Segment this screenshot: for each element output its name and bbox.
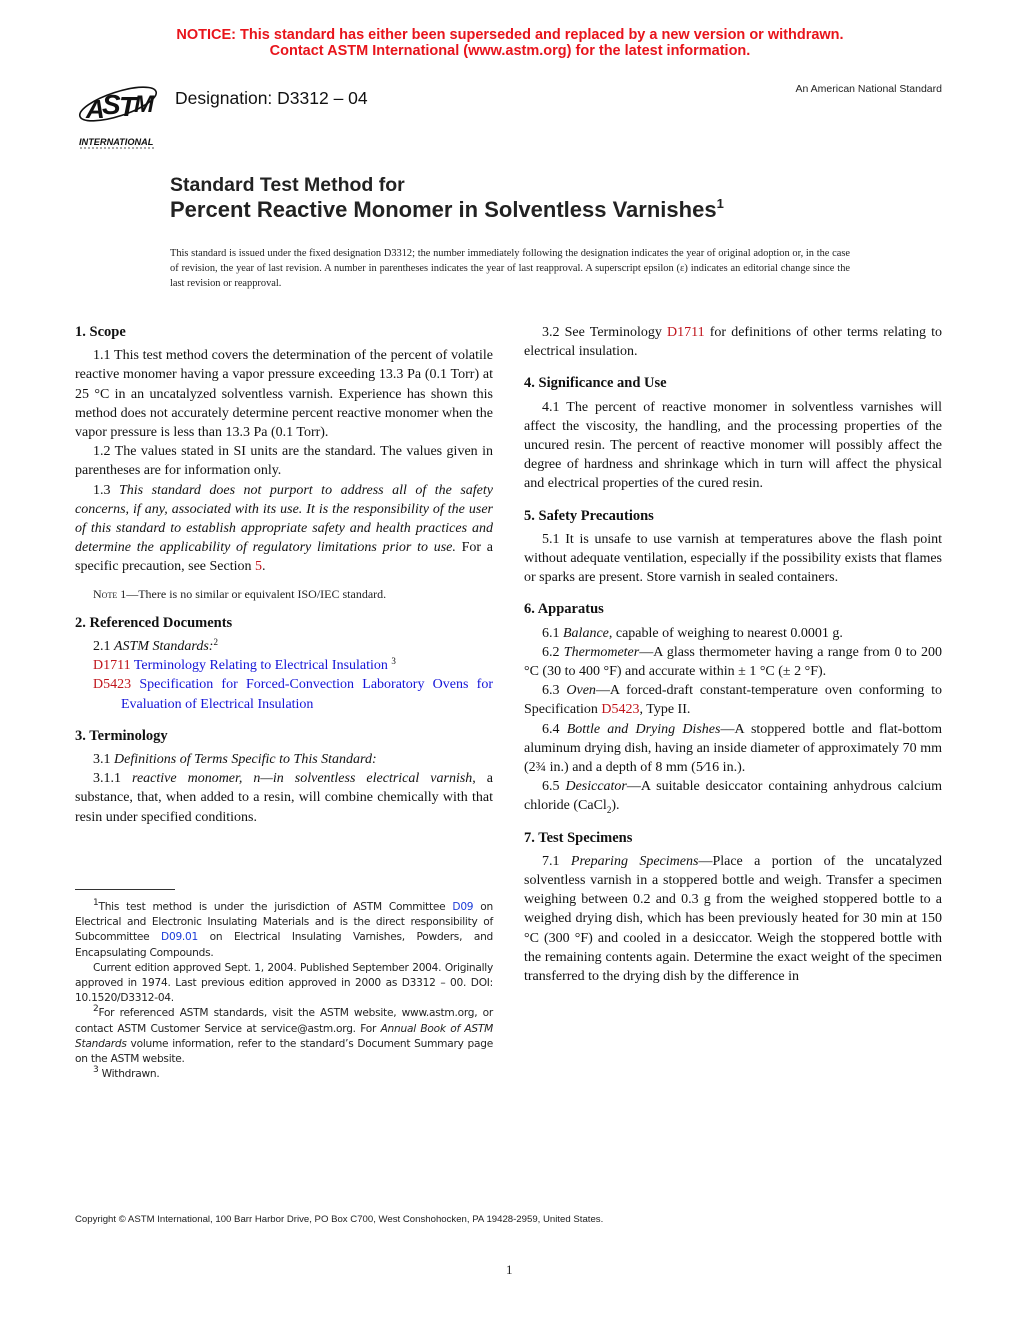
astm-international-logo-icon [76, 74, 160, 150]
ref-code-link[interactable]: D5423 [93, 677, 132, 693]
reference-d5423 [75, 675, 493, 713]
footnote-ref-3[interactable]: 3 [391, 656, 396, 667]
paragraph-1-3 [75, 481, 493, 577]
note-text: —There is no similar or equivalent ISO/IEC standard. [126, 586, 387, 601]
section-heading-significance: 4. Significance and Use [524, 375, 667, 392]
ref-title-link[interactable]: Specification for Forced-Convection Laboratory Ovens for Evaluation of Electrical Insulation [121, 677, 493, 712]
logo-international-text: INTERNATIONAL [79, 137, 154, 147]
footnote-number: 1 [93, 898, 99, 908]
notice-line-2: Contact ASTM International (www.astm.org) for the latest information. [269, 43, 751, 59]
section-heading-test-specimens: 7. Test Specimens [524, 829, 633, 846]
american-national-standard-label: An American National Standard [795, 83, 942, 95]
reference-d1711 [75, 656, 493, 675]
para-end: . [261, 559, 266, 575]
apparatus-text: ). [611, 798, 620, 814]
apparatus-term: Bottle and Drying Dishes [566, 721, 721, 737]
note-label: Note 1 [93, 586, 127, 601]
annual-book-title: Annual Book of ASTM Standards [75, 1022, 493, 1050]
paragraph-3-2 [524, 323, 942, 361]
apparatus-bottle-dishes [524, 720, 942, 778]
title-text: Percent Reactive Monomer in Solventless Varnishes [170, 197, 717, 222]
para-text: 3.2 See Terminology [542, 325, 668, 340]
copyright-line: Copyright © ASTM International, 100 Barr Harbor Drive, PO Box C700, West Conshohocken, PA 19428-2959, United States. [75, 1214, 604, 1225]
footnotes [75, 900, 493, 1082]
page-number: 1 [506, 1262, 513, 1277]
footnote-3 [75, 1067, 493, 1082]
section-heading-terminology: 3. Terminology [75, 727, 168, 744]
svg-text:M: M [134, 91, 154, 118]
para-number: 1.3 [93, 482, 119, 498]
footnote-1 [75, 900, 493, 961]
apparatus-text: —A forced-draft constant-temperature oven conforming to Specification [524, 683, 942, 718]
apparatus-text: —A glass thermometer having a range from 0 to 200 °C (30 to 400 °F) and accurate within ± 1 °C (± 2 °F). [524, 644, 943, 680]
apparatus-oven [524, 681, 942, 719]
para-number: 6.2 [542, 644, 564, 660]
apparatus-term: Thermometer [563, 644, 640, 660]
paragraph-2-1 [75, 637, 493, 656]
footnote-text: on Electrical and Electronic Insulating Materials and is the direct responsibility of Subcommittee [75, 901, 493, 944]
title-line-2 [170, 197, 724, 223]
astm-standards-label: ASTM Standards: [114, 639, 214, 655]
para-number: 6.1 [542, 625, 563, 641]
paragraph-1-2: 1.2 The values stated in SI units are the standard. The values given in parentheses are for information only. [75, 444, 493, 479]
footnote-text: For referenced ASTM standards, visit the ASTM website, www.astm.org, or contact ASTM Customer Service at service@astm.org. For [75, 1007, 493, 1035]
section-heading-safety: 5. Safety Precautions [524, 507, 654, 524]
apparatus-term: Balance [563, 625, 609, 641]
title-line-1: Standard Test Method for [170, 174, 405, 196]
issuance-note: This standard is issued under the fixed designation D3312; the number immediately following the designation indicates the year of original adoption or, in the case of revision, the year of last revision. A number in parentheses indicates the year of last reapproval. A superscript epsilon (ε) indicates an editorial change since the last revision or reapproval. [170, 248, 850, 289]
section-5-link[interactable]: 5 [254, 559, 262, 575]
apparatus-term: Oven [566, 683, 596, 699]
para-number: 2.1 [93, 639, 114, 655]
apparatus-term: Desiccator [565, 779, 627, 795]
footnote-1-edition: Current edition approved Sept. 1, 2004. Published September 2004. Originally approved in 1974. Last previous edition approved in 2000 as D3312 – 00. DOI: 10.1520/D3312-04. [75, 961, 493, 1005]
paragraph-7-1 [524, 852, 942, 986]
document-title [170, 174, 724, 223]
paragraph-5-1: 5.1 It is unsafe to use varnish at temperatures above the flash point without adequate ventilation, especially if the possibility exists that flames or sparks are present. Store varnish in sealed containers. [524, 531, 942, 586]
designation: Designation: D3312 – 04 [175, 88, 368, 108]
footnote-text: This test method is under the jurisdiction of ASTM Committee [98, 901, 453, 913]
right-column [524, 323, 942, 986]
section-heading-scope: 1. Scope [75, 324, 126, 340]
definitions-label: Definitions of Terms Specific to This Standard: [114, 752, 377, 768]
apparatus-text: —A stoppered bottle and flat-bottom aluminum drying dish, having an inside diameter of approximately 70 mm (2¾ in.) and a depth of 8 mm (5⁄16 in.). [524, 721, 942, 776]
para-text: for definitions of other terms relating to electrical insulation. [524, 325, 942, 360]
specimen-text: —Place a portion of the uncatalyzed solventless varnish in a stoppered bottle and weigh. Transfer a specimen weighing between 0.2 and 0.3 g from the weighed stoppered bottle to a weighed drying dish, which has been previously heated for 30 min at 150 °C (300 °F) and cooled in a desiccator. Weigh the stoppered bottle with the remaining contents again. Determine the exact weight of the specimen transferred to the drying dish by the difference in [524, 853, 943, 985]
apparatus-balance [524, 624, 942, 643]
footnote-ref-2[interactable]: 2 [213, 637, 218, 648]
subscript: 2 [606, 805, 612, 816]
specimen-term: Preparing Specimens [570, 853, 699, 869]
svg-text:A: A [86, 94, 105, 124]
footnote-2 [75, 1006, 493, 1067]
apparatus-text: —A suitable desiccator containing anhydrous calcium chloride (CaCl [524, 779, 943, 814]
section-heading-apparatus: 6. Apparatus [524, 601, 604, 618]
apparatus-text: , Type II. [639, 702, 691, 718]
notice-line-1: NOTICE: This standard has either been superseded and replaced by a new version or withdrawn. [176, 27, 844, 43]
paragraph-4-1: 4.1 The percent of reactive monomer in solventless varnishes will affect the viscosity, the handling, and the processing properties of the uncured resin. The percent of reactive monomer will possibly affect the degree of hardness and shrinkage which in turn will affect the physical and electrical properties of the cured resin. [524, 399, 942, 492]
apparatus-text: , capable of weighing to nearest 0.0001 g. [608, 625, 843, 641]
section-heading-referenced-documents: 2. Referenced Documents [75, 614, 233, 631]
ref-title-link[interactable]: Terminology Relating to Electrical Insulation [133, 658, 388, 674]
term-reactive-monomer: reactive monomer, n—in solventless electrical varnish [132, 771, 473, 787]
svg-text:S: S [102, 89, 121, 120]
paragraph-3-1-1 [75, 769, 493, 827]
title-footnote-ref[interactable]: 1 [716, 196, 724, 211]
paragraph-3-1 [75, 750, 493, 769]
para-number: 6.4 [542, 721, 567, 737]
para-number: 3.1.1 [93, 771, 133, 787]
footnote-number: 2 [93, 1004, 99, 1015]
apparatus-thermometer [524, 643, 942, 681]
committee-d09-link[interactable]: D09 [452, 901, 474, 913]
para-number: 6.5 [542, 779, 566, 795]
left-column [75, 323, 493, 827]
para-text: For a specific precaution, see Section [75, 540, 493, 575]
footnote-number: 3 [93, 1065, 99, 1076]
svg-text:T: T [119, 91, 137, 122]
definition-text: , a substance, that, when added to a resin, will combine chemically with that resin under specified conditions. [75, 771, 494, 825]
footnote-text: on Electrical Insulating Varnishes, Powders, and Encapsulating Compounds. [75, 931, 494, 959]
note-1 [93, 585, 493, 604]
footnote-divider [75, 889, 175, 890]
d1711-link[interactable]: D1711 [667, 325, 705, 340]
safety-caveat: This standard does not purport to address all of the safety concerns, if any, associated with its use. It is the responsibility of the user of this standard to establish appropriate safety and health practices and determine the applicability of regulatory limitations prior to use. [75, 482, 493, 556]
para-number: 6.3 [542, 683, 567, 699]
ref-code-link[interactable]: D1711 [93, 658, 131, 674]
footnote-text: Withdrawn. [101, 1068, 160, 1081]
para-number: 7.1 [542, 853, 571, 869]
d5423-link[interactable]: D5423 [601, 702, 640, 718]
footnote-text: volume information, refer to the standard’s Document Summary page on the ASTM website. [75, 1037, 493, 1066]
subcommittee-d09-01-link[interactable]: D09.01 [161, 931, 199, 944]
paragraph-1-1: 1.1 This test method covers the determination of the percent of volatile reactive monomer having a vapor pressure exceeding 13.3 Pa (0.1 Torr) at 25 °C in an uncatalyzed solventless varnish. Experience has shown this method does not accurately determine percent reactive monomer when the vapor pressure is less than 13.3 Pa (0.1 Torr). [75, 348, 493, 441]
apparatus-desiccator [524, 777, 942, 815]
para-number: 3.1 [93, 752, 114, 768]
withdrawn-notice [0, 27, 1020, 59]
